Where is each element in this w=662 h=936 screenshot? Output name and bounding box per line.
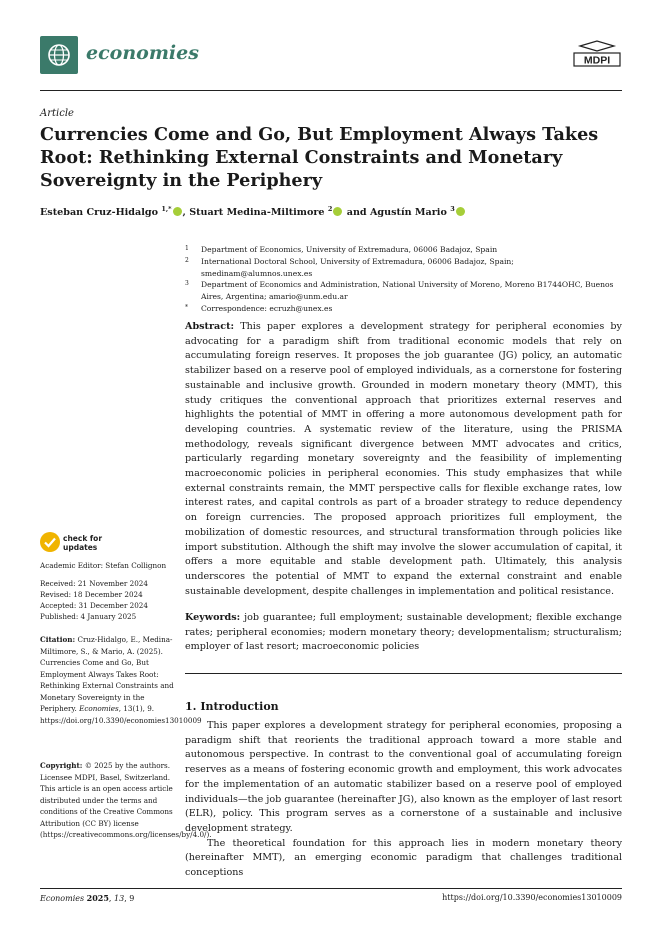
published-date: Published: 4 January 2025 <box>40 612 137 621</box>
footer-citation: Economies 2025, 13, 9 <box>40 893 135 903</box>
dates <box>40 578 174 622</box>
abstract <box>185 320 622 599</box>
paragraph: This paper explores a development strategy for peripheral economies, proposing a paradigm shift that reorients the traditional approach toward a more stable and autonomous perspective. In contrast to the conventional goal of accumulating foreign reserves as a means of fostering economic growth and employment, this work advocates for the implementation of an automatic stabilizer based on a reserve pool of employed individuals—the job guarantee (hereinafter JG), also known as the employer of last resort (ELR), policy. This program serves as a cornerstone of a sustainable and inclusive development strategy. <box>185 720 622 834</box>
orcid-icon[interactable] <box>173 207 182 216</box>
header-rule <box>40 90 622 91</box>
abstract-label: Abstract: <box>185 321 235 332</box>
globe-icon <box>47 43 71 67</box>
author-name: Stuart Medina-Miltimore <box>189 207 325 219</box>
author-affil-mark: 2 <box>327 205 333 213</box>
journal-header <box>40 36 622 92</box>
check-for-updates-badge[interactable] <box>40 532 120 554</box>
check-icon <box>40 532 60 552</box>
orcid-icon[interactable] <box>333 207 342 216</box>
journal-logo <box>40 36 78 74</box>
accepted-date: Accepted: 31 December 2024 <box>40 601 148 610</box>
article-type: Article <box>40 108 74 119</box>
affiliation-item: 1 Department of Economics, University of Extremadura, 06006 Badajoz, Spain <box>185 245 498 254</box>
journal-name: economies <box>86 42 199 64</box>
keywords-text: job guarantee; full employment; sustainable development; flexible exchange rates; peripheral economies; modern monetary theory; developmentalism; structuralism; employer of last resort; macroeconomic policies <box>185 612 622 653</box>
footer-doi[interactable]: https://doi.org/10.3390/economies13010009 <box>442 893 622 902</box>
author-list: Esteban Cruz-Hidalgo $^{1,*}$ , Stuart Medina-Miltimore $^2$ and Agustín Mario $^3$ <box>40 205 466 218</box>
orcid-icon[interactable] <box>456 207 465 216</box>
introduction-body <box>185 719 622 881</box>
affiliation-item: 3 Department of Economics and Administration, National University of Moreno, Moreno B1744OHC, Buenos Aires, Argentina; amario@unm.edu.ar <box>185 280 614 302</box>
keywords-label: Keywords: <box>185 612 241 623</box>
citation: Citation: Cruz-Hidalgo, E., Medina-Miltimore, S., & Mario, A. (2025). Currencies Come and Go, But Employment Always Takes Root: Rethinking External Constraints and Monetary Sovereignty in the Periphery. Economies, 13(1), 9. https://doi.org/10.3390/economies13010009 <box>40 635 202 725</box>
copyright: Copyright: © 2025 by the authors. Licensee MDPI, Basel, Switzerland. This article is an open access article distributed under the terms and conditions of the Creative Commons Attribution (CC BY) license (https://creativecommons.org/licenses/by/4.0/). <box>40 761 212 839</box>
paragraph: The theoretical foundation for this approach lies in modern monetary theory (hereinafter MMT), an emerging economic paradigm that challenges traditional conceptions <box>185 837 622 879</box>
affiliation-item: 2 International Doctoral School, University of Extremadura, 06006 Badajoz, Spain; smedinam@alumnos.unex.es <box>185 256 514 278</box>
academic-editor: Academic Editor: Stefan Collignon <box>40 561 167 570</box>
author-name: Agustín Mario <box>369 207 447 219</box>
abstract-text: This paper explores a development strategy for peripheral economies by advocating for a paradigm shift from traditional economic models that rely on accumulating foreign reserves. It proposes the job guarantee (JG) policy, an automatic stabilizer based on a reserve pool of employed individuals, as a cornerstone for fostering sustainable and inclusive growth. Grounded in modern monetary theory (MMT), this study critiques the conventional approach that prioritizes external reserves and highlights the potential of MMT in offering a more autonomous development path for developing countries. A systematic review of the literature, using the PRISMA methodology, reveals significant divergence between MMT advocates and critics, particularly regarding monetary sovereignty and the feasibility of implementing macroeconomic policies in peripheral economies. This study emphasizes that while external constraints remain, the MMT perspective calls for flexible exchange rates, low interest rates, and capital controls as part of a broader strategy to reduce dependency on foreign currencies. The proposed approach prioritizes full employment, the mobilization of domestic resources, and structural transformation through policies like import substitution. Although the shift may involve the slower accumulation of capital, it offers a more equitable and stable development path. Ultimately, this analysis underscores the potential of MMT to expand the external constraint and enable sustainable development, despite challenges in implementation and political resistance. <box>185 321 622 597</box>
affiliations <box>185 244 625 315</box>
author-affil-mark: 3 <box>450 205 455 213</box>
keywords <box>185 611 622 655</box>
publisher-name: MDPI <box>583 54 611 67</box>
publisher-logo <box>572 40 622 68</box>
received-date: Received: 21 November 2024 <box>40 579 148 588</box>
citation-label: Citation: <box>40 635 76 644</box>
author-affil-mark: 1,* <box>161 205 172 213</box>
author-name: Esteban Cruz-Hidalgo <box>40 207 158 219</box>
section-heading: 1. Introduction <box>185 700 279 713</box>
section-divider <box>185 673 622 674</box>
footer-rule <box>40 888 622 889</box>
article-title: Currencies Come and Go, But Employment Always Takes Root: Rethinking External Constraints and Monetary Sovereignty in the Periphery <box>40 124 599 191</box>
copyright-label: Copyright: <box>40 761 83 770</box>
revised-date: Revised: 18 December 2024 <box>40 590 143 599</box>
check-for-updates-label: check for updates <box>63 534 103 552</box>
affiliation-item: * Correspondence: ecruzh@unex.es <box>185 303 333 313</box>
